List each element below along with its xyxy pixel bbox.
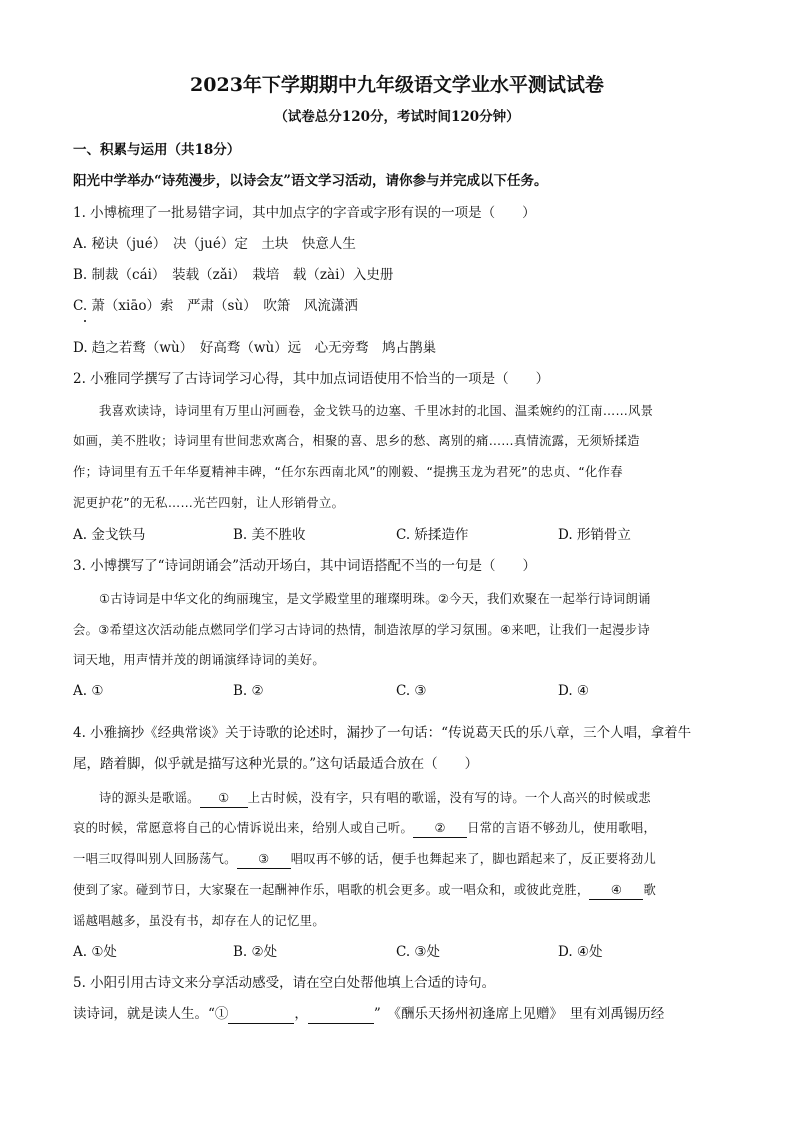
question-4-passage-line bbox=[73, 819, 656, 838]
question-2-stem: 2. 小雅同学撰写了古诗词学习心得，其中加点词语使用不恰当的一项是（ ） bbox=[73, 371, 550, 387]
passage-text: 使到了家。碰到节日，大家聚在一起酬神作乐，唱歌的机会更多。或一唱众和，或彼此竞胜， bbox=[73, 883, 590, 897]
question-4-option-d: D. ④处 bbox=[558, 944, 603, 960]
section-heading: 一、积累与运用（共18分） bbox=[73, 142, 241, 158]
question-1-option-b: B. 制裁（cái） 装载（zǎi） 栽培 载（zài）入史册 bbox=[73, 267, 394, 283]
question-4-option-b: B. ②处 bbox=[233, 944, 278, 960]
question-1-stem: 1. 小博梳理了一批易错字词，其中加点字的字音或字形有误的一项是（ ） bbox=[73, 205, 536, 221]
question-3-option-d: D. ④ bbox=[558, 683, 590, 699]
exam-subtitle: （试卷总分120分，考试时间120分钟） bbox=[274, 109, 520, 125]
question-5-fill-line bbox=[73, 1005, 664, 1024]
question-1-option-a: A. 秘诀（jué） 决（jué）定 土块 快意人生 bbox=[73, 236, 356, 252]
passage-text: 一唱三叹得叫别人回肠荡气。 bbox=[73, 852, 237, 866]
question-3-stem: 3. 小博撰写了“诗词朗诵会”活动开场白，其中词语搭配不当的一句是（ ） bbox=[73, 558, 536, 574]
question-1-option-d: D. 趋之若鹜（wù） 好高骛（wù）远 心无旁骛 鸠占鹊巢 bbox=[73, 340, 437, 356]
emphasis-dot bbox=[84, 320, 86, 322]
question-3-option-a: A. ① bbox=[73, 683, 104, 699]
answer-blank: ③ bbox=[237, 850, 291, 869]
question-2-option-c: C. 矫揉造作 bbox=[396, 527, 469, 543]
question-4-stem: 4. 小雅摘抄《经典常谈》关于诗歌的论述时，漏抄了一句话：“传说葛天氏的乐八章，三个人唱，拿着牛 bbox=[73, 725, 692, 741]
question-2-passage-line: 泥更护花”的无私……光芒四射，让人形销骨立。 bbox=[73, 496, 345, 510]
question-2-option-b: B. 美不胜收 bbox=[233, 527, 306, 543]
question-2-passage-line: 我喜欢读诗，诗词里有万里山河画卷，金戈铁马的边塞、千里冰封的北国、温柔婉约的江南……风景 bbox=[99, 404, 654, 418]
passage-text: 哀的时候，常愿意将自己的心情诉说出来，给别人或自己听。 bbox=[73, 821, 414, 835]
exam-title: 2023年下学期期中九年级语文学业水平测试试卷 bbox=[190, 74, 604, 96]
question-4-option-c: C. ③处 bbox=[396, 944, 441, 960]
answer-blank: ① bbox=[200, 789, 248, 808]
question-4-option-a: A. ①处 bbox=[73, 944, 117, 960]
question-4-stem: 尾，踏着脚，似乎就是描写这种光景的。”这句话最适合放在（ ） bbox=[73, 756, 479, 772]
answer-blank bbox=[228, 1005, 294, 1024]
passage-text: 歌 bbox=[643, 883, 657, 897]
passage-text: 上古时候，没有字，只有唱的歌谣，没有写的诗。一个人高兴的时候或悲 bbox=[247, 791, 651, 805]
question-4-passage-line bbox=[73, 850, 656, 869]
question-4-passage-line: 谣越唱越多，虽没有书，却存在人的记忆里。 bbox=[73, 914, 325, 928]
activity-intro: 阳光中学举办“诗苑漫步，以诗会友”语文学习活动，请你参与并完成以下任务。 bbox=[73, 173, 548, 189]
question-2-option-a: A. 金戈铁马 bbox=[73, 527, 146, 543]
question-4-passage-line bbox=[99, 789, 651, 808]
question-2-passage-line: 如画，美不胜收；诗词里有世间悲欢离合，相聚的喜、思乡的愁、离别的痛……真情流露，无须矫揉造 bbox=[73, 434, 640, 448]
answer-blank: ④ bbox=[589, 881, 643, 900]
fill-text: 读诗词，就是读人生。“① bbox=[73, 1006, 229, 1022]
question-3-option-c: C. ③ bbox=[396, 683, 427, 699]
question-2-passage-line: 作；诗词里有五千年华夏精神丰碑，“任尔东西南北风”的刚毅、“提携玉龙为君死”的忠贞、“化作春 bbox=[73, 465, 623, 479]
passage-text: 诗的源头是歌谣。 bbox=[99, 791, 200, 805]
question-2-option-d: D. 形销骨立 bbox=[558, 527, 631, 543]
answer-blank: ② bbox=[413, 819, 467, 838]
question-3-option-b: B. ② bbox=[233, 683, 264, 699]
passage-text: 日常的言语不够劲儿，使用歌唱， bbox=[467, 821, 657, 835]
fill-text: ， bbox=[294, 1006, 308, 1022]
question-3-passage-line: 会。③希望这次活动能点燃同学们学习古诗词的热情，制造浓厚的学习氛围。④来吧，让我们一起漫步诗 bbox=[73, 623, 650, 637]
passage-text: 唱叹再不够的话，便手也舞起来了，脚也蹈起来了，反正要将劲儿 bbox=[290, 852, 657, 866]
question-4-passage-line bbox=[73, 881, 656, 900]
question-1-option-c: C. 萧（xiāo）索 严肃（sù） 吹箫 风流潇洒 bbox=[73, 298, 358, 314]
answer-blank bbox=[308, 1005, 374, 1024]
question-5-stem: 5. 小阳引用古诗文来分享活动感受，请在空白处帮他填上合适的诗句。 bbox=[73, 975, 496, 991]
question-3-passage-line: ①古诗词是中华文化的绚丽瑰宝，是文学殿堂里的璀璨明珠。②今天，我们欢聚在一起举行诗词朗诵 bbox=[99, 592, 651, 606]
question-3-passage-line: 词天地，用声情并茂的朗诵演绎诗词的美好。 bbox=[73, 653, 325, 667]
fill-text: ” 《酬乐天扬州初逢席上见赠》 里有刘禹锡历经 bbox=[373, 1006, 665, 1022]
